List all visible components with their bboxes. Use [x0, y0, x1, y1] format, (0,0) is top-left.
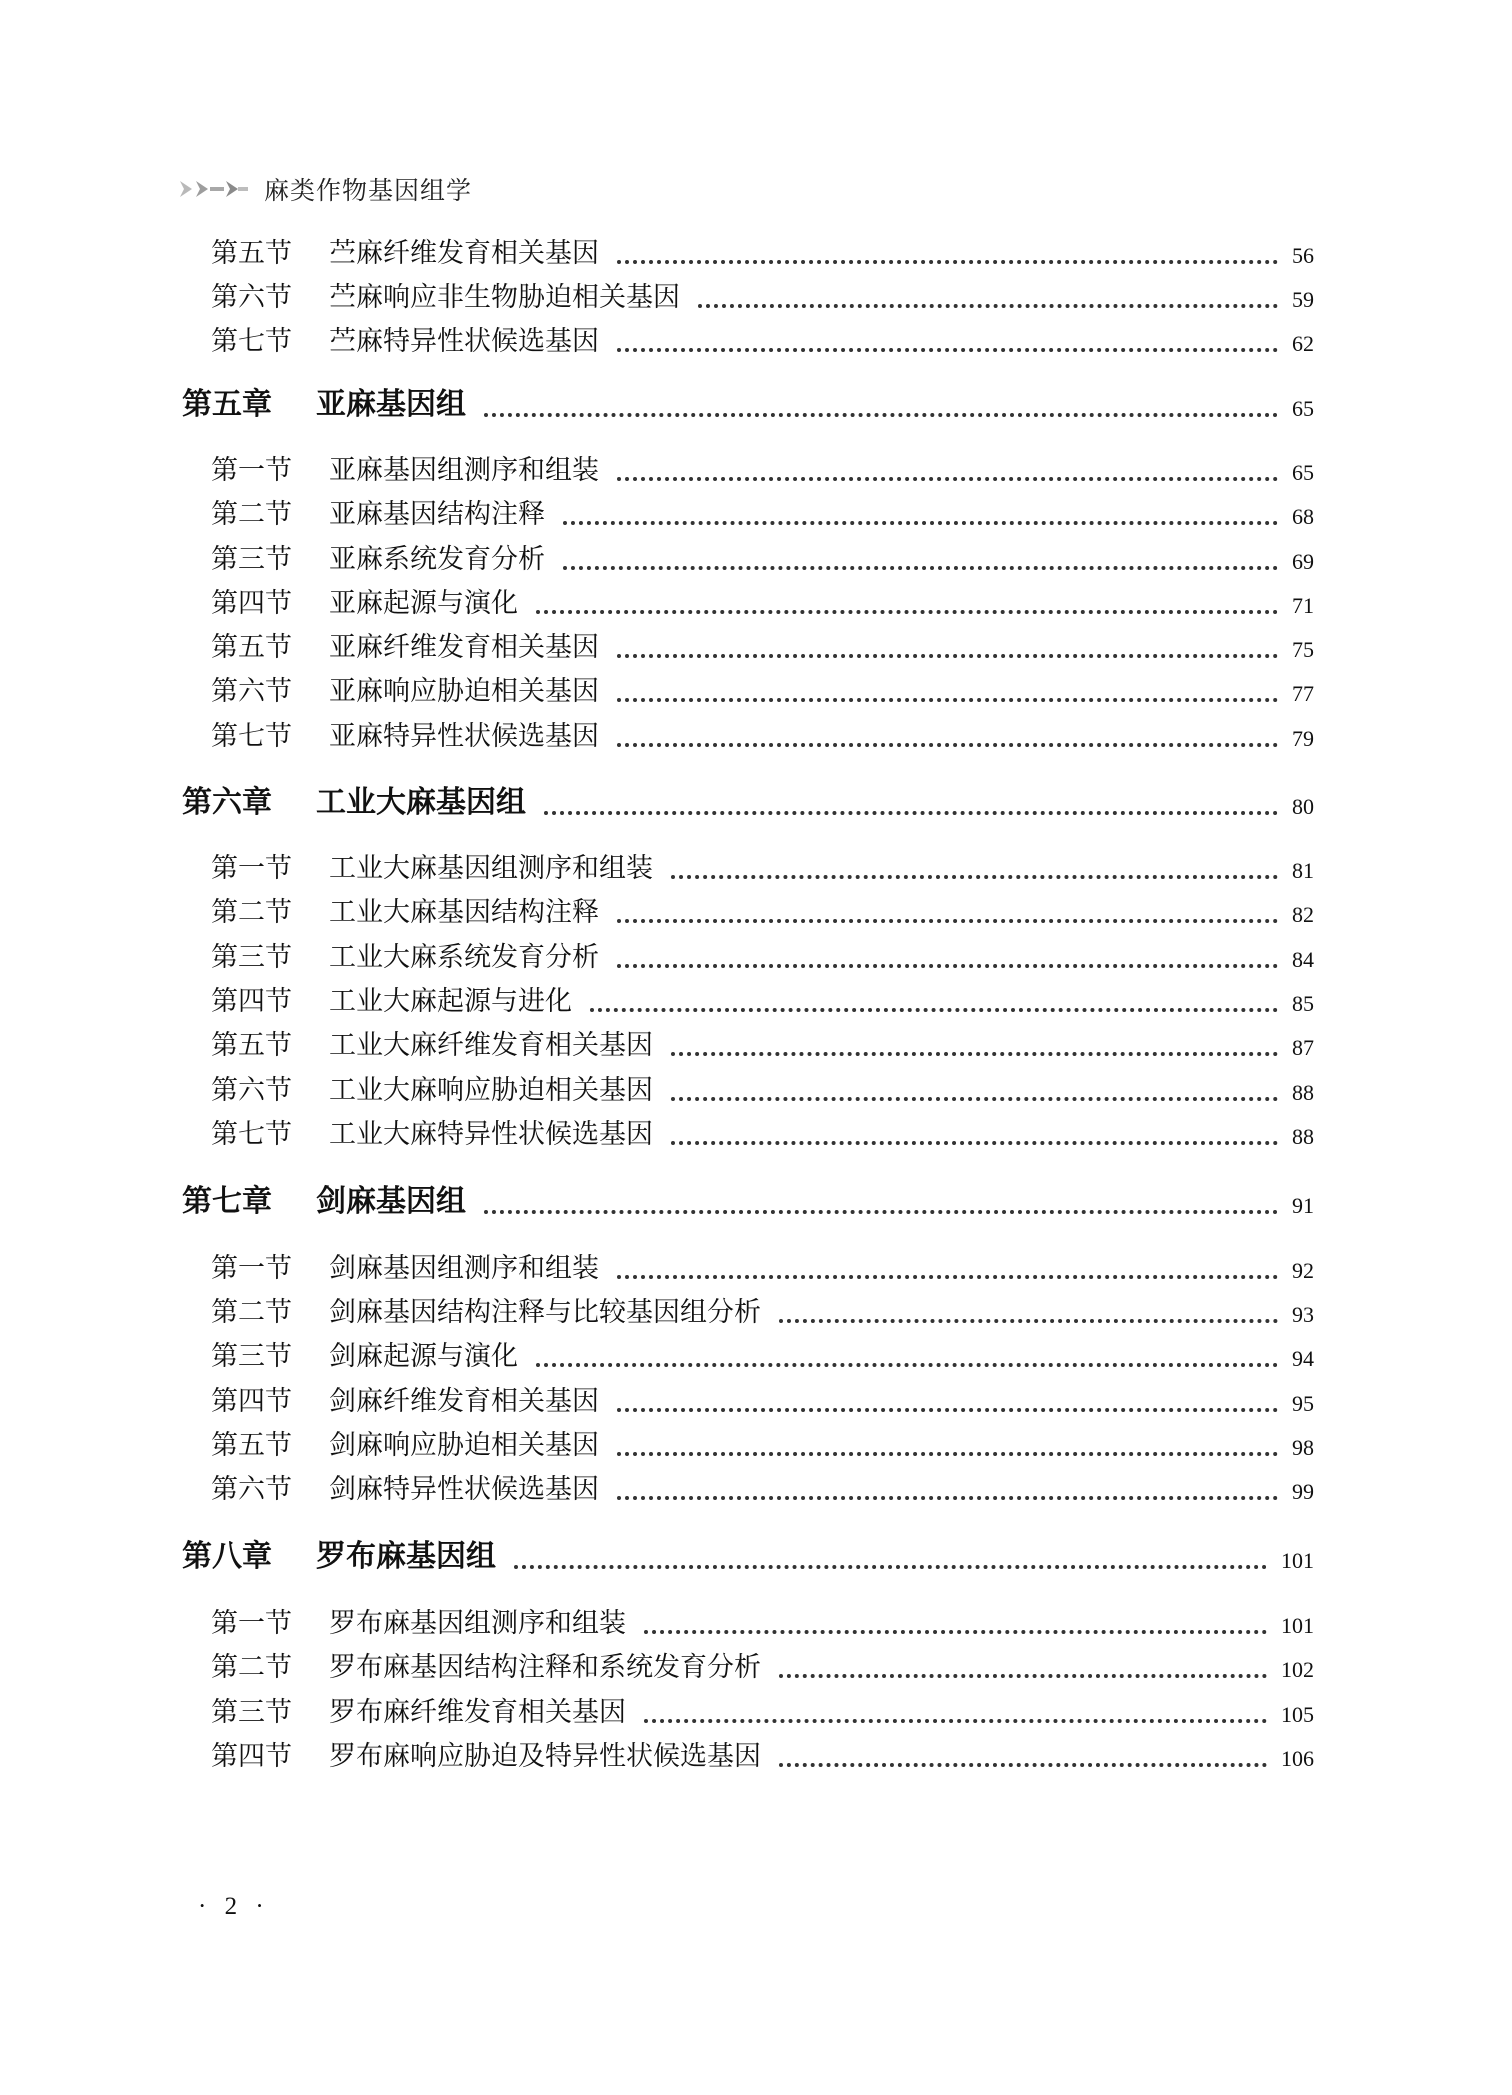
dot-leader [544, 811, 1278, 815]
dot-leader [484, 1210, 1278, 1214]
dot-leader [617, 964, 1278, 968]
toc-section-entry[interactable] [211, 1111, 1314, 1151]
dot-leader [671, 1141, 1278, 1145]
toc-section-entry[interactable] [211, 230, 1314, 270]
entry-number: 第三节 [211, 1341, 292, 1372]
entry-title: 工业大麻纤维发育相关基因 [329, 1030, 653, 1061]
dot-leader [617, 1496, 1278, 1500]
entry-title: 剑麻基因组测序和组装 [329, 1253, 599, 1284]
toc-section-entry[interactable] [211, 978, 1314, 1018]
entry-page-number: 80 [1292, 794, 1314, 819]
entry-title: 剑麻纤维发育相关基因 [329, 1386, 599, 1417]
entry-number: 第七章 [182, 1184, 272, 1219]
entry-number: 第五章 [182, 387, 272, 422]
entry-page-number: 94 [1292, 1346, 1314, 1371]
entry-page-number: 105 [1281, 1702, 1314, 1727]
entry-title: 罗布麻纤维发育相关基因 [329, 1697, 626, 1728]
entry-page-number: 77 [1292, 681, 1314, 706]
entry-page-number: 62 [1292, 331, 1314, 356]
entry-page-number: 84 [1292, 947, 1314, 972]
toc-section-entry[interactable] [211, 491, 1314, 531]
toc-section-entry[interactable] [211, 447, 1314, 487]
entry-number: 第五节 [211, 1430, 292, 1461]
dot-leader [484, 413, 1278, 417]
entry-number: 第四节 [211, 986, 292, 1017]
entry-title: 罗布麻基因结构注释和系统发育分析 [329, 1652, 761, 1683]
dot-leader [617, 654, 1278, 658]
entry-number: 第七节 [211, 326, 292, 357]
entry-title: 剑麻特异性状候选基因 [329, 1474, 599, 1505]
dot-leader [617, 1408, 1278, 1412]
entry-page-number: 99 [1292, 1479, 1314, 1504]
chevron-arrows-icon [178, 177, 250, 201]
entry-page-number: 87 [1292, 1035, 1314, 1060]
entry-number: 第二节 [211, 499, 292, 530]
entry-number: 第四节 [211, 1741, 292, 1772]
entry-page-number: 56 [1292, 243, 1314, 268]
running-head [178, 172, 472, 206]
entry-number: 第六节 [211, 1075, 292, 1106]
entry-title: 剑麻起源与演化 [329, 1341, 518, 1372]
toc-section-entry[interactable] [211, 845, 1314, 885]
entry-title: 工业大麻基因组 [316, 785, 526, 820]
dot-leader [779, 1763, 1267, 1767]
dot-leader [536, 610, 1278, 614]
dot-leader [779, 1674, 1267, 1678]
dot-leader [671, 1052, 1278, 1056]
dot-leader [617, 260, 1278, 264]
entry-page-number: 82 [1292, 902, 1314, 927]
entry-title: 工业大麻系统发育分析 [329, 942, 599, 973]
entry-title: 罗布麻响应胁迫及特异性状候选基因 [329, 1741, 761, 1772]
entry-title: 亚麻基因结构注释 [329, 499, 545, 530]
entry-page-number: 69 [1292, 549, 1314, 574]
entry-number: 第一节 [211, 853, 292, 884]
dot-leader [536, 1363, 1278, 1367]
entry-number: 第七节 [211, 721, 292, 752]
entry-page-number: 65 [1292, 460, 1314, 485]
dot-leader [617, 348, 1278, 352]
entry-number: 第二节 [211, 1297, 292, 1328]
entry-number: 第八章 [182, 1539, 272, 1574]
toc-section-entry[interactable] [211, 1689, 1314, 1729]
toc-section-entry[interactable] [211, 1245, 1314, 1285]
toc-section-entry[interactable] [211, 1022, 1314, 1062]
entry-number: 第四节 [211, 1386, 292, 1417]
entry-page-number: 91 [1292, 1193, 1314, 1218]
entry-title: 亚麻基因组测序和组装 [329, 455, 599, 486]
entry-page-number: 88 [1292, 1124, 1314, 1149]
entry-title: 工业大麻特异性状候选基因 [329, 1119, 653, 1150]
toc-section-entry[interactable] [211, 1289, 1314, 1329]
entry-number: 第一节 [211, 455, 292, 486]
dot-leader [514, 1565, 1267, 1569]
dot-leader [563, 521, 1278, 525]
dot-leader [698, 304, 1278, 308]
entry-title: 亚麻系统发育分析 [329, 544, 545, 575]
entry-number: 第三节 [211, 1697, 292, 1728]
entry-number: 第六节 [211, 1474, 292, 1505]
dot-leader [644, 1630, 1267, 1634]
entry-title: 剑麻响应胁迫相关基因 [329, 1430, 599, 1461]
toc-chapter-entry[interactable] [182, 383, 1314, 423]
toc-section-entry[interactable] [211, 1378, 1314, 1418]
entry-page-number: 101 [1281, 1548, 1314, 1573]
entry-title: 亚麻特异性状候选基因 [329, 721, 599, 752]
toc-section-entry[interactable] [211, 580, 1314, 620]
entry-number: 第五节 [211, 632, 292, 663]
toc-section-entry[interactable] [211, 1733, 1314, 1773]
entry-title: 工业大麻基因结构注释 [329, 897, 599, 928]
entry-page-number: 92 [1292, 1258, 1314, 1283]
entry-title: 苎麻响应非生物胁迫相关基因 [329, 282, 680, 313]
dot-leader [617, 743, 1278, 747]
entry-title: 苎麻纤维发育相关基因 [329, 238, 599, 269]
page-number: · 2 · [198, 1893, 270, 1920]
dot-leader [779, 1319, 1278, 1323]
toc-section-entry[interactable] [211, 934, 1314, 974]
entry-number: 第六节 [211, 676, 292, 707]
entry-title: 罗布麻基因组 [316, 1539, 496, 1574]
entry-number: 第五节 [211, 1030, 292, 1061]
entry-number: 第五节 [211, 238, 292, 269]
dot-leader [671, 875, 1278, 879]
entry-page-number: 102 [1281, 1657, 1314, 1682]
entry-title: 工业大麻起源与进化 [329, 986, 572, 1017]
toc-section-entry[interactable] [211, 1067, 1314, 1107]
entry-title: 剑麻基因结构注释与比较基因组分析 [329, 1297, 761, 1328]
dot-leader [617, 919, 1278, 923]
entry-page-number: 85 [1292, 991, 1314, 1016]
entry-page-number: 75 [1292, 637, 1314, 662]
entry-number: 第二节 [211, 897, 292, 928]
entry-page-number: 88 [1292, 1080, 1314, 1105]
toc-section-entry[interactable] [211, 536, 1314, 576]
entry-page-number: 98 [1292, 1435, 1314, 1460]
entry-page-number: 95 [1292, 1391, 1314, 1416]
toc-section-entry[interactable] [211, 624, 1314, 664]
entry-page-number: 71 [1292, 593, 1314, 618]
dot-leader [563, 566, 1278, 570]
entry-page-number: 101 [1281, 1613, 1314, 1638]
entry-page-number: 93 [1292, 1302, 1314, 1327]
entry-page-number: 79 [1292, 726, 1314, 751]
dot-leader [644, 1719, 1267, 1723]
toc-section-entry[interactable] [211, 274, 1314, 314]
entry-title: 苎麻特异性状候选基因 [329, 326, 599, 357]
entry-title: 剑麻基因组 [316, 1184, 466, 1219]
dot-leader [590, 1008, 1278, 1012]
entry-number: 第六章 [182, 785, 272, 820]
entry-page-number: 106 [1281, 1746, 1314, 1771]
toc-section-entry[interactable] [211, 889, 1314, 929]
entry-number: 第四节 [211, 588, 292, 619]
dot-leader [617, 698, 1278, 702]
entry-number: 第一节 [211, 1253, 292, 1284]
dot-leader [671, 1097, 1278, 1101]
toc-section-entry[interactable] [211, 1333, 1314, 1373]
entry-page-number: 68 [1292, 504, 1314, 529]
toc-section-entry[interactable] [211, 1466, 1314, 1506]
dot-leader [617, 1275, 1278, 1279]
toc-section-entry[interactable] [211, 1644, 1314, 1684]
toc-chapter-entry[interactable] [182, 781, 1314, 821]
toc-section-entry[interactable] [211, 1600, 1314, 1640]
entry-title: 亚麻纤维发育相关基因 [329, 632, 599, 663]
toc-section-entry[interactable] [211, 318, 1314, 358]
entry-title: 工业大麻基因组测序和组装 [329, 853, 653, 884]
entry-number: 第一节 [211, 1608, 292, 1639]
entry-title: 工业大麻响应胁迫相关基因 [329, 1075, 653, 1106]
toc-chapter-entry[interactable] [182, 1535, 1314, 1575]
entry-title: 亚麻起源与演化 [329, 588, 518, 619]
entry-page-number: 59 [1292, 287, 1314, 312]
book-title: 麻类作物基因组学 [264, 176, 473, 205]
entry-number: 第七节 [211, 1119, 292, 1150]
entry-title: 罗布麻基因组测序和组装 [329, 1608, 626, 1639]
toc-section-entry[interactable] [211, 668, 1314, 708]
entry-title: 亚麻基因组 [316, 387, 466, 422]
toc-section-entry[interactable] [211, 1422, 1314, 1462]
entry-number: 第二节 [211, 1652, 292, 1683]
dot-leader [617, 1452, 1278, 1456]
dot-leader [617, 477, 1278, 481]
entry-page-number: 65 [1292, 396, 1314, 421]
toc-chapter-entry[interactable] [182, 1180, 1314, 1220]
entry-title: 亚麻响应胁迫相关基因 [329, 676, 599, 707]
entry-page-number: 81 [1292, 858, 1314, 883]
entry-number: 第六节 [211, 282, 292, 313]
entry-number: 第三节 [211, 942, 292, 973]
toc-section-entry[interactable] [211, 713, 1314, 753]
entry-number: 第三节 [211, 544, 292, 575]
